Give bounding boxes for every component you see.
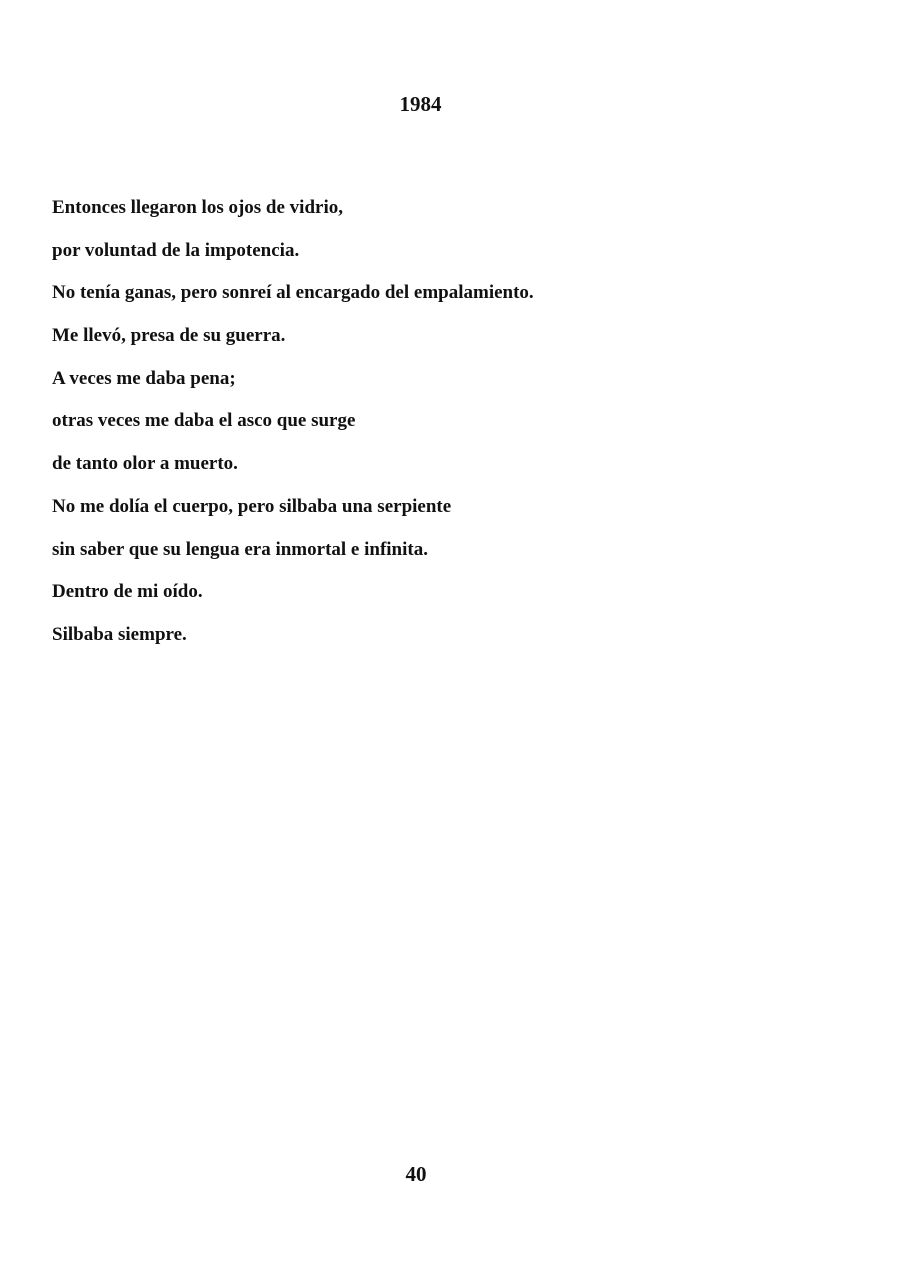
poem-line: otras veces me daba el asco que surge <box>52 410 356 432</box>
poem-line: No tenía ganas, pero sonreí al encargado del empalamiento. <box>52 282 534 304</box>
poem-line: Silbaba siempre. <box>52 623 187 645</box>
poem-line: A veces me daba pena; <box>52 367 236 389</box>
poem-line: de tanto olor a muerto. <box>52 453 238 475</box>
poem-line: No me dolía el cuerpo, pero silbaba una serpiente <box>52 495 452 517</box>
page-number: 40 <box>405 1162 427 1186</box>
poem-line: Entonces llegaron los ojos de vidrio, <box>52 197 343 218</box>
poem-body <box>52 196 852 666</box>
poem-line: por voluntad de la impotencia. <box>52 239 300 261</box>
poem-line: Dentro de mi oído. <box>52 581 203 603</box>
poem-line: Me llevó, presa de su guerra. <box>52 325 286 347</box>
poem-title: 1984 <box>399 92 442 116</box>
poem-line: sin saber que su lengua era inmortal e infinita. <box>52 538 428 560</box>
